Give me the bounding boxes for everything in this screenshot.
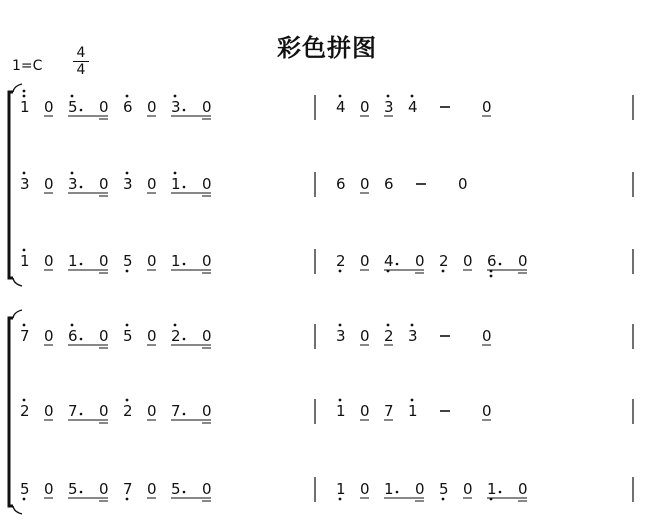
note-2: 2 — [20, 402, 30, 420]
note-1: 1 — [68, 252, 78, 270]
note-0: 0 — [360, 402, 370, 420]
note-3: 3 — [171, 98, 181, 116]
augmentation-dot — [80, 413, 83, 416]
octave-dot-low — [490, 275, 493, 278]
note-0: 0 — [360, 175, 370, 193]
note-1: 1 — [171, 252, 181, 270]
octave-dot-high — [174, 95, 177, 98]
note-0: 0 — [99, 402, 109, 420]
augmentation-dot — [183, 109, 186, 112]
note-0: 0 — [99, 175, 109, 193]
note-2: 2 — [171, 327, 181, 345]
note-0: 0 — [482, 98, 492, 116]
note-4: 4 — [336, 98, 346, 116]
note-0: 0 — [147, 327, 157, 345]
note-7: 7 — [123, 480, 133, 498]
note-2: 2 — [439, 252, 449, 270]
note-7: 7 — [171, 402, 181, 420]
note-2: 2 — [123, 402, 133, 420]
note-0: 0 — [202, 98, 212, 116]
note-0: 0 — [44, 98, 54, 116]
time-signature-top: 4 — [76, 45, 86, 61]
octave-dot-high — [339, 324, 342, 327]
note-0: 0 — [147, 402, 157, 420]
note-0: 0 — [518, 480, 528, 498]
note-5: 5 — [123, 252, 133, 270]
note-0: 0 — [99, 327, 109, 345]
note-0: 0 — [482, 327, 492, 345]
augmentation-dot — [183, 413, 186, 416]
note-2: 2 — [336, 252, 346, 270]
octave-dot-high — [126, 399, 129, 402]
system-bracket — [9, 92, 13, 278]
octave-dot-low — [126, 498, 129, 501]
octave-dot-high — [174, 324, 177, 327]
augmentation-dot — [499, 491, 502, 494]
note-0: 0 — [482, 402, 492, 420]
note-1: 1 — [20, 252, 30, 270]
octave-dot-high — [23, 324, 26, 327]
octave-dot-low — [339, 498, 342, 501]
augmentation-dot — [80, 491, 83, 494]
note-0: 0 — [44, 327, 54, 345]
note-1: 1 — [384, 480, 394, 498]
note-0: 0 — [360, 252, 370, 270]
augmentation-dot — [183, 263, 186, 266]
system-bracket — [9, 318, 13, 506]
augmentation-dot — [499, 263, 502, 266]
note-5: 5 — [439, 480, 449, 498]
note-0: 0 — [44, 402, 54, 420]
note-4: 4 — [384, 252, 394, 270]
note-0: 0 — [202, 402, 212, 420]
note-6: 6 — [487, 252, 497, 270]
note-0: 0 — [458, 175, 468, 193]
note-0: 0 — [147, 252, 157, 270]
octave-dot-high — [23, 399, 26, 402]
octave-dot-high — [23, 95, 26, 98]
note-4: 4 — [408, 98, 418, 116]
augmentation-dot — [80, 186, 83, 189]
note-0: 0 — [463, 252, 473, 270]
augmentation-dot — [183, 491, 186, 494]
octave-dot-high — [411, 399, 414, 402]
note-0: 0 — [44, 480, 54, 498]
augmentation-dot — [183, 186, 186, 189]
note-0: 0 — [202, 175, 212, 193]
note-7: 7 — [20, 327, 30, 345]
note-0: 0 — [415, 480, 425, 498]
octave-dot-high — [23, 90, 26, 93]
note-5: 5 — [68, 98, 78, 116]
note-6: 6 — [384, 175, 394, 193]
augmentation-dot — [80, 109, 83, 112]
note-1: 1 — [487, 480, 497, 498]
augmentation-dot — [80, 338, 83, 341]
note-0: 0 — [463, 480, 473, 498]
octave-dot-high — [174, 172, 177, 175]
note-3: 3 — [123, 175, 133, 193]
octave-dot-high — [126, 172, 129, 175]
octave-dot-low — [23, 498, 26, 501]
octave-dot-low — [442, 270, 445, 273]
note-0: 0 — [360, 480, 370, 498]
note-7: 7 — [384, 402, 394, 420]
key-signature: 1=C — [12, 58, 43, 74]
octave-dot-high — [23, 172, 26, 175]
note-1: 1 — [171, 175, 181, 193]
octave-dot-low — [442, 498, 445, 501]
score-title: 彩色拼图 — [277, 34, 377, 62]
octave-dot-high — [126, 324, 129, 327]
augmentation-dot — [396, 263, 399, 266]
note-0: 0 — [360, 327, 370, 345]
note-5: 5 — [20, 480, 30, 498]
octave-dot-high — [71, 324, 74, 327]
note-3: 3 — [68, 175, 78, 193]
time-signature-bottom: 4 — [76, 62, 86, 78]
note-6: 6 — [123, 98, 133, 116]
octave-dot-high — [387, 324, 390, 327]
bracket-bottom-hook — [13, 506, 22, 514]
note-1: 1 — [336, 480, 346, 498]
bracket-top-hook — [13, 310, 22, 318]
note-6: 6 — [336, 175, 346, 193]
octave-dot-low — [339, 270, 342, 273]
note-0: 0 — [202, 480, 212, 498]
augmentation-dot — [396, 491, 399, 494]
note-1: 1 — [336, 402, 346, 420]
note-0: 0 — [44, 252, 54, 270]
note-3: 3 — [408, 327, 418, 345]
note-3: 3 — [20, 175, 30, 193]
note-5: 5 — [171, 480, 181, 498]
note-0: 0 — [99, 480, 109, 498]
note-3: 3 — [384, 98, 394, 116]
note-0: 0 — [202, 327, 212, 345]
augmentation-dot — [80, 263, 83, 266]
note-0: 0 — [99, 98, 109, 116]
note-0: 0 — [360, 98, 370, 116]
octave-dot-high — [411, 95, 414, 98]
note-5: 5 — [123, 327, 133, 345]
octave-dot-high — [71, 95, 74, 98]
octave-dot-high — [387, 95, 390, 98]
note-0: 0 — [147, 175, 157, 193]
octave-dot-low — [126, 270, 129, 273]
note-0: 0 — [147, 480, 157, 498]
note-0: 0 — [147, 98, 157, 116]
octave-dot-high — [71, 172, 74, 175]
augmentation-dot — [183, 338, 186, 341]
note-7: 7 — [68, 402, 78, 420]
octave-dot-high — [339, 95, 342, 98]
note-0: 0 — [415, 252, 425, 270]
note-3: 3 — [336, 327, 346, 345]
note-0: 0 — [518, 252, 528, 270]
note-1: 1 — [408, 402, 418, 420]
bracket-top-hook — [13, 84, 22, 92]
note-1: 1 — [20, 98, 30, 116]
octave-dot-high — [23, 249, 26, 252]
note-0: 0 — [202, 252, 212, 270]
note-6: 6 — [68, 327, 78, 345]
octave-dot-high — [411, 324, 414, 327]
octave-dot-high — [339, 399, 342, 402]
note-5: 5 — [68, 480, 78, 498]
note-2: 2 — [384, 327, 394, 345]
octave-dot-high — [126, 95, 129, 98]
note-0: 0 — [99, 252, 109, 270]
note-0: 0 — [44, 175, 54, 193]
bracket-bottom-hook — [13, 278, 22, 286]
